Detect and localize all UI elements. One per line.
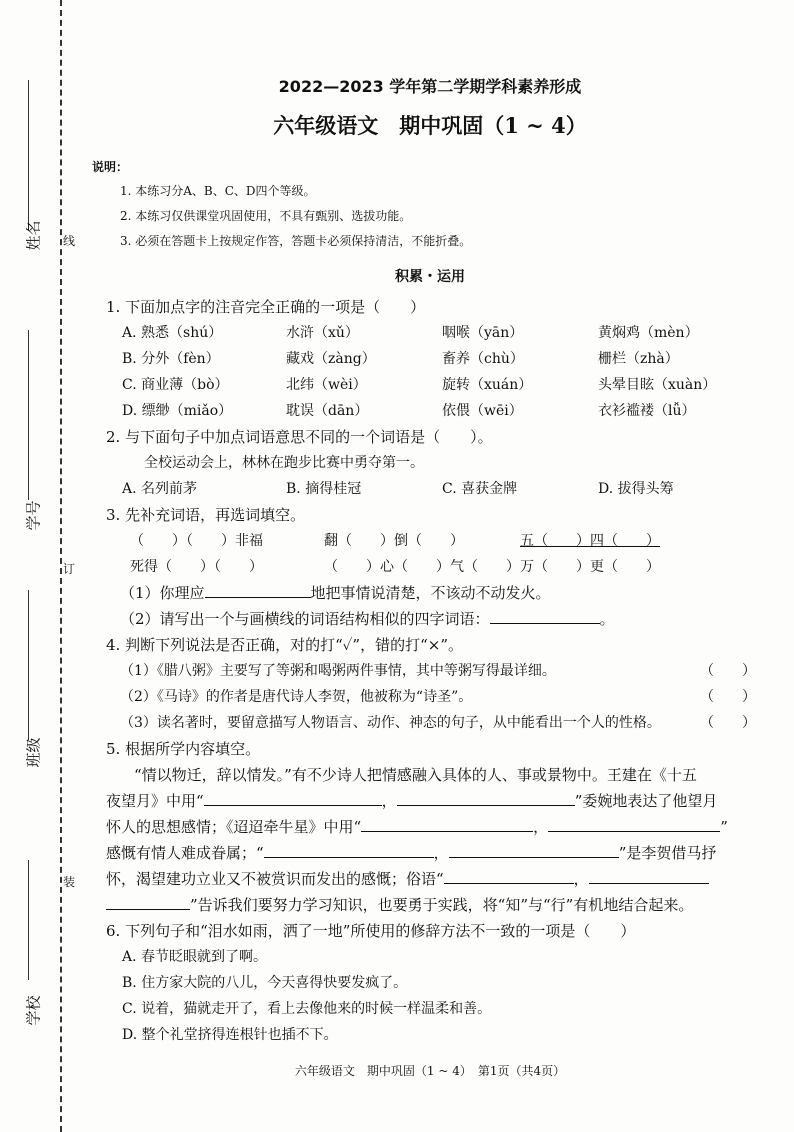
school-label: 学校 <box>24 995 43 1026</box>
q5-blank[interactable] <box>449 843 619 858</box>
exam-subtitle: 六年级语文 期中巩固（1 ~ 4） <box>273 113 587 138</box>
q1-cell: 北纬（wèi） <box>286 377 367 393</box>
q1-stem: 1. 下面加点字的注音完全正确的一项是（ ） <box>106 298 426 316</box>
binding-gutter <box>0 0 80 1132</box>
q5-stem: 5. 根据所学内容填空。 <box>106 740 261 758</box>
cut-line <box>60 0 62 1132</box>
cut-word-bind: 订 <box>63 562 76 576</box>
notes-label: 说明： <box>92 160 129 174</box>
q5-blank[interactable] <box>361 817 533 832</box>
q1-cell: 耽误（dān） <box>286 403 369 419</box>
q3-sub2: （2）请写出一个与画横线的词语结构相似的四字词语： 。 <box>120 610 615 628</box>
q3-stem: 3. 先补充词语，再选词填空。 <box>106 506 306 524</box>
q3-sub1-blank[interactable] <box>205 583 311 598</box>
q1-option-b[interactable]: B. 分外（fèn） <box>122 351 220 367</box>
q5-blank[interactable] <box>106 895 190 910</box>
q4-answer-paren[interactable]: （ ） <box>700 715 756 731</box>
exam-title: 2022—2023 学年第二学期学科素养形成 <box>278 77 582 96</box>
q1-cell: 依偎（wēi） <box>442 403 523 419</box>
q5-line: 怀人的思想感情；《迢迢牵牛星》中用“ ， ” <box>106 818 728 836</box>
name-line[interactable] <box>28 80 29 230</box>
q3-word-blank[interactable]: 五（ ）四（ ） <box>520 533 660 549</box>
note-item: 2. 本练习仅供课堂巩固使用，不具有甄别、选拔功能。 <box>120 209 412 223</box>
q2-option-c[interactable]: C. 喜获金牌 <box>442 481 518 497</box>
q2-option-a[interactable]: A. 名列前茅 <box>122 481 198 497</box>
q1-cell: 衣衫褴褛（lǚ） <box>598 403 696 419</box>
q3-word-blank[interactable]: （ ）（ ）非福 <box>130 533 263 549</box>
q1-cell: 旋转（xuán） <box>442 377 533 393</box>
name-label: 姓名 <box>24 220 43 251</box>
q4-answer-paren[interactable]: （ ） <box>700 689 756 705</box>
q4-item: （1）《腊八粥》主要写了等粥和喝粥两件事情，其中等粥写得最详细。 <box>120 663 556 679</box>
q5-line: “情以物迁，辞以情发。”有不少诗人把情感融入具体的人、事或景物中。王建在《十五 <box>134 766 697 784</box>
q4-item: （3）读名著时，要留意描写人物语言、动作、神态的句子，从中能看出一个人的性格。 <box>120 715 661 731</box>
exam-page <box>90 0 770 1132</box>
q5-line: 夜望月》中用“ ， ”委婉地表达了他望月 <box>106 792 718 810</box>
q6-option-d[interactable]: D. 整个礼堂挤得连根针也插不下。 <box>122 1027 338 1043</box>
q6-option-c[interactable]: C. 说着，猫就走开了，看上去像他来的时候一样温柔和善。 <box>122 1001 492 1017</box>
q5-blank[interactable] <box>589 869 709 884</box>
q1-cell: 头晕目眩（xuàn） <box>598 377 717 393</box>
q6-stem: 6. 下列句子和“泪水如雨，洒了一地”所使用的修辞方法不一致的一项是（ ） <box>106 922 636 940</box>
q2-stem: 2. 与下面句子中加点词语意思不同的一个词语是（ ）。 <box>106 428 493 446</box>
q1-cell: 畜养（chù） <box>442 351 524 367</box>
q5-blank[interactable] <box>548 817 720 832</box>
q2-option-d[interactable]: D. 拔得头筹 <box>598 481 674 497</box>
q1-cell: 藏戏（zàng） <box>286 351 376 367</box>
student-id-label: 学号 <box>24 500 43 531</box>
q6-option-b[interactable]: B. 住方家大院的八儿，今天喜得快要发疯了。 <box>122 975 408 991</box>
q5-line: 感慨有情人难成眷属；“ ， ”是李贺借马抒 <box>106 844 717 862</box>
q4-stem: 4. 判断下列说法是否正确，对的打“✓”，错的打“×”。 <box>106 636 463 654</box>
q1-cell: 栅栏（zhà） <box>598 351 679 367</box>
q5-blank[interactable] <box>204 791 382 806</box>
q3-word-blank[interactable]: 万（ ）更（ ） <box>520 559 660 575</box>
q3-word-blank[interactable]: 死得（ ）（ ） <box>130 559 263 575</box>
q3-sub2-blank[interactable] <box>490 609 600 624</box>
note-item: 3. 必须在答题卡上按规定作答，答题卡必须保持清洁，不能折叠。 <box>120 234 472 248</box>
q4-item: （2）《马诗》的作者是唐代诗人李贺，他被称为“诗圣”。 <box>120 689 473 705</box>
q4-answer-paren[interactable]: （ ） <box>700 663 756 679</box>
q1-option-c[interactable]: C. 商业薄（bò） <box>122 377 229 393</box>
q5-line: 怀，渴望建功立业又不被赏识而发出的感慨；俗语“ ， <box>106 868 709 889</box>
q3-word-blank[interactable]: 翻（ ）倒（ ） <box>324 533 464 549</box>
q2-option-b[interactable]: B. 摘得桂冠 <box>286 481 362 497</box>
class-label: 班级 <box>24 737 43 768</box>
q1-option-a[interactable]: A. 熟悉（shú） <box>122 325 223 341</box>
q5-blank[interactable] <box>444 869 574 884</box>
cut-word-pack: 装 <box>63 875 76 889</box>
student-id-line[interactable] <box>28 330 29 500</box>
q3-word-blank[interactable]: （ ）心（ ）气（ ） <box>324 559 520 575</box>
page-footer: 六年级语文 期中巩固（1 ~ 4） 第1页（共4页） <box>294 1064 566 1078</box>
note-item: 1. 本练习分A、B、C、D四个等级。 <box>120 184 316 198</box>
q5-blank[interactable] <box>397 791 575 806</box>
q1-cell: 水浒（xǔ） <box>286 325 359 341</box>
school-line[interactable] <box>28 860 29 980</box>
q2-sentence: 全校运动会上，林林在跑步比赛中勇夺第一。 <box>144 455 424 471</box>
cut-word-line: 线 <box>63 234 76 248</box>
q5-blank[interactable] <box>264 843 434 858</box>
q1-cell: 黄焖鸡（mèn） <box>598 325 699 341</box>
class-line[interactable] <box>28 590 29 740</box>
q6-option-a[interactable]: A. 春节眨眼就到了啊。 <box>122 949 268 965</box>
section-heading: 积累・运用 <box>395 269 465 285</box>
q3-sub1: （1）你理应 地把事情说清楚，不该动不动发火。 <box>120 584 551 602</box>
q1-cell: 咽喉（yān） <box>442 325 524 341</box>
q5-line: ”告诉我们要努力学习知识，也要勇于实践，将“知”与“行”有机地结合起来。 <box>106 894 693 915</box>
q1-option-d[interactable]: D. 缥缈（miǎo） <box>122 403 233 419</box>
